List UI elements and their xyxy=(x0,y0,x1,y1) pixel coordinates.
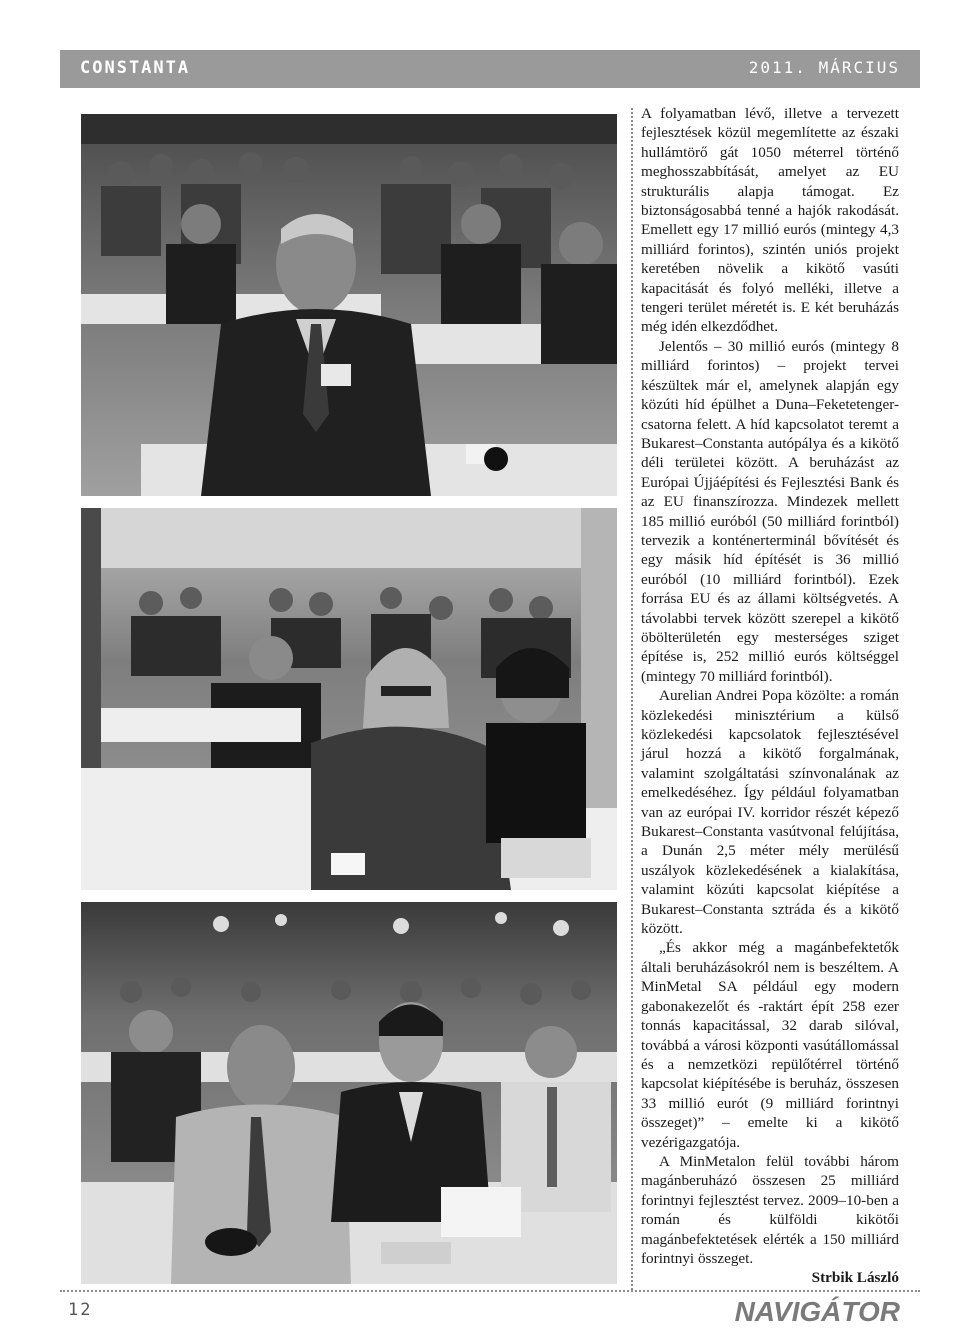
article-paragraph: „És akkor még a magánbefektetők általi beruházásokról nem is beszéltem. A MinMetal SA például egy modern gabonakezelőt és -raktárt épít 258 ezer tonnás kapacitással, 32 darab silóval, továbbá a városi központi vasútállomással és a nemzetközi repülőtérrel történő kapcsolat kiépítésébe is beruház, összesen 33 millió eurót (9 milliárd forintnyi összeget)” – emelte ki a kikötő vezérigazgatója. xyxy=(641,939,899,1151)
issue-date: 2011. MÁRCIUS xyxy=(748,58,900,77)
article-paragraph: A MinMetalon felül további három magánberuházó összesen 25 milliárd forintnyi fejlesztést tervez. 2009–10-ben a román és külföldi kikötői magánbefektetések elérték a 150 milliárd forintnyi összeget. xyxy=(641,1152,899,1267)
photo-illustration xyxy=(81,902,617,1284)
section-title: CONSTANTA xyxy=(80,58,191,78)
footer-rule xyxy=(60,1290,920,1292)
conference-photo-1 xyxy=(81,114,617,496)
article-column xyxy=(641,104,899,1288)
article-author: Strbik László xyxy=(811,1269,899,1287)
article-paragraph: Jelentős – 30 millió eurós (mintegy 8 milliárd forintos) – projekt tervei készültek már el, amelynek alapján egy közúti híd épülhet a Duna–Feketetenger-csatorna felett. A híd kapcsolatot teremt a Bukarest–Constanta autópálya és a kikötő déli területei között. A beruházást az Európai Újjáépítési és Fejlesztési Bank és az EU finanszírozza. Mindezek mellett 185 millió euróból (50 milliárd forintból) tervezik a konténerterminál bővítését és egy másik híd építését is 36 millió euróból (10 milliárd forintból). Ezek forrása EU és az állami költségvetés. A távolabbi tervek között szerepel a kikötő öbölterületén egy mesterséges sziget építése is, 252 millió eurós költséggel (mintegy 70 milliárd forintból). xyxy=(641,337,899,685)
page-header xyxy=(0,0,960,106)
page-number: 12 xyxy=(68,1300,93,1320)
photo-illustration xyxy=(81,114,617,496)
conference-photo-2 xyxy=(81,508,617,890)
article-paragraph: Aurelian Andrei Popa közölte: a román közlekedési minisztérium a külső közlekedési kapcsolatok fejlesztésével járul hozzá a kikötő forgalmának, valamint szolgáltatási színvonalának az emelkedéséhez. Így például folyamatban van az európai IV. korridor részét képező Bukarest–Constanta vasútvonal felújítása, a Dunán 2,5 méter mély merülésű uszályok közlekedésének a kialakítása, valamint közúti kapcsolat kiépítése a Bukarest–Constanta sztráda és a kikötő között. xyxy=(641,687,899,938)
magazine-logo: NAVIGÁTOR xyxy=(734,1296,900,1327)
photo-illustration xyxy=(81,508,617,890)
article-paragraph: A folyamatban lévő, illetve a tervezett fejlesztések közül megemlítette az északi hullámtörő gát 1050 méterrel történő meghosszabbítását, amelyet az EU strukturális alapja támogat. Ez biztonságosabbá tenné a hajók rakodását. Emellett egy 17 millió eurós (mintegy 4,3 milliárd forintos), szintén uniós projekt keretében növelik a kikötő vasúti kapacitását és folyó melléki, illetve a tengeri terület méretét is. E két beruházás még idén elkezdődhet. xyxy=(641,105,899,336)
conference-photo-3 xyxy=(81,902,617,1284)
column-divider xyxy=(631,108,633,1290)
